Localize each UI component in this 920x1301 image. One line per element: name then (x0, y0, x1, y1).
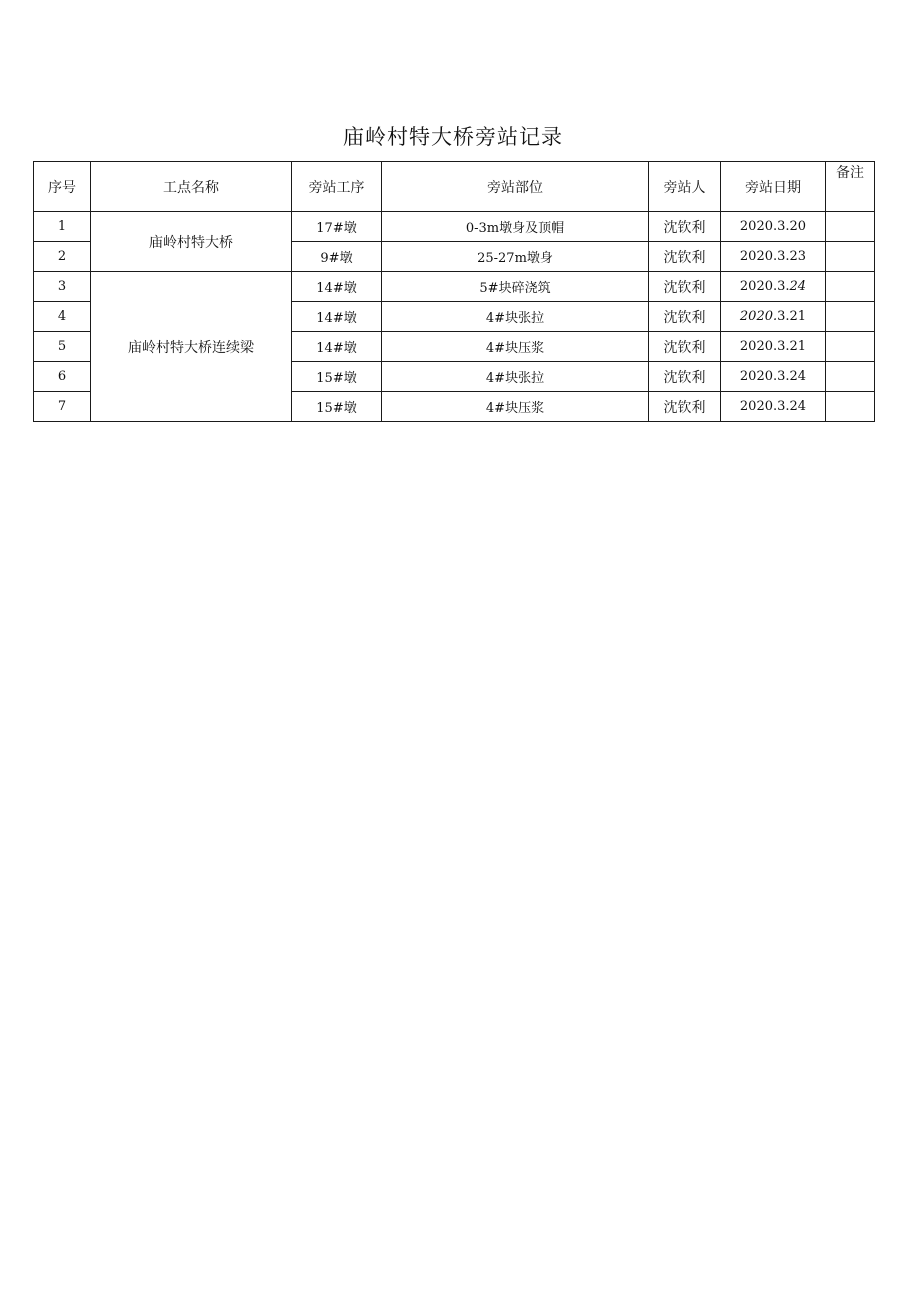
row-process: 17#墩 (292, 212, 382, 242)
row-location: 25-27m墩身 (382, 242, 649, 272)
row-remark (826, 332, 875, 362)
table-row (34, 212, 875, 242)
row-process: 14#墩 (292, 272, 382, 302)
row-index: 5 (34, 332, 91, 362)
date-suffix: 24 (789, 279, 807, 294)
row-location: 5#块碎浇筑 (382, 272, 649, 302)
record-table (33, 161, 875, 422)
row-date: 2020.3.24 (721, 362, 826, 392)
header-index: 序号 (34, 162, 91, 212)
row-remark (826, 272, 875, 302)
row-index: 4 (34, 302, 91, 332)
row-remark (826, 242, 875, 272)
row-process: 15#墩 (292, 362, 382, 392)
row-remark (826, 302, 875, 332)
row-date (721, 302, 826, 332)
row-inspector: 沈钦利 (649, 272, 721, 302)
row-location: 0-3m墩身及顶帽 (382, 212, 649, 242)
page-title: 庙岭村特大桥旁站记录 (343, 125, 563, 149)
row-remark (826, 362, 875, 392)
row-date: 2020.3.21 (721, 332, 826, 362)
row-index: 2 (34, 242, 91, 272)
row-date: 2020.3.20 (721, 212, 826, 242)
table-row (34, 272, 875, 302)
row-inspector: 沈钦利 (649, 242, 721, 272)
row-process: 14#墩 (292, 302, 382, 332)
header-remark: 备注 (826, 162, 875, 212)
header-location: 旁站部位 (382, 162, 649, 212)
row-location: 4#块压浆 (382, 332, 649, 362)
row-index: 6 (34, 362, 91, 392)
row-index: 7 (34, 392, 91, 422)
row-process: 15#墩 (292, 392, 382, 422)
row-location: 4#块压浆 (382, 392, 649, 422)
row-inspector: 沈钦利 (649, 212, 721, 242)
row-inspector: 沈钦利 (649, 332, 721, 362)
row-date: 2020.3.23 (721, 242, 826, 272)
site-name: 庙岭村特大桥连续梁 (91, 272, 292, 422)
row-location: 4#块张拉 (382, 302, 649, 332)
row-process: 9#墩 (292, 242, 382, 272)
header-date: 旁站日期 (721, 162, 826, 212)
row-date (721, 272, 826, 302)
date-prefix: 2020.3. (739, 279, 790, 294)
row-index: 3 (34, 272, 91, 302)
row-location: 4#块张拉 (382, 362, 649, 392)
date-prefix: 2020. (739, 309, 778, 324)
header-process: 旁站工序 (292, 162, 382, 212)
row-process: 14#墩 (292, 332, 382, 362)
row-inspector: 沈钦利 (649, 392, 721, 422)
date-suffix: 3.21 (777, 309, 807, 324)
row-remark (826, 212, 875, 242)
header-inspector: 旁站人 (649, 162, 721, 212)
row-index: 1 (34, 212, 91, 242)
site-name: 庙岭村特大桥 (91, 212, 292, 272)
row-date: 2020.3.24 (721, 392, 826, 422)
header-site: 工点名称 (91, 162, 292, 212)
row-inspector: 沈钦利 (649, 302, 721, 332)
row-inspector: 沈钦利 (649, 362, 721, 392)
row-remark (826, 392, 875, 422)
header-row (34, 162, 875, 212)
